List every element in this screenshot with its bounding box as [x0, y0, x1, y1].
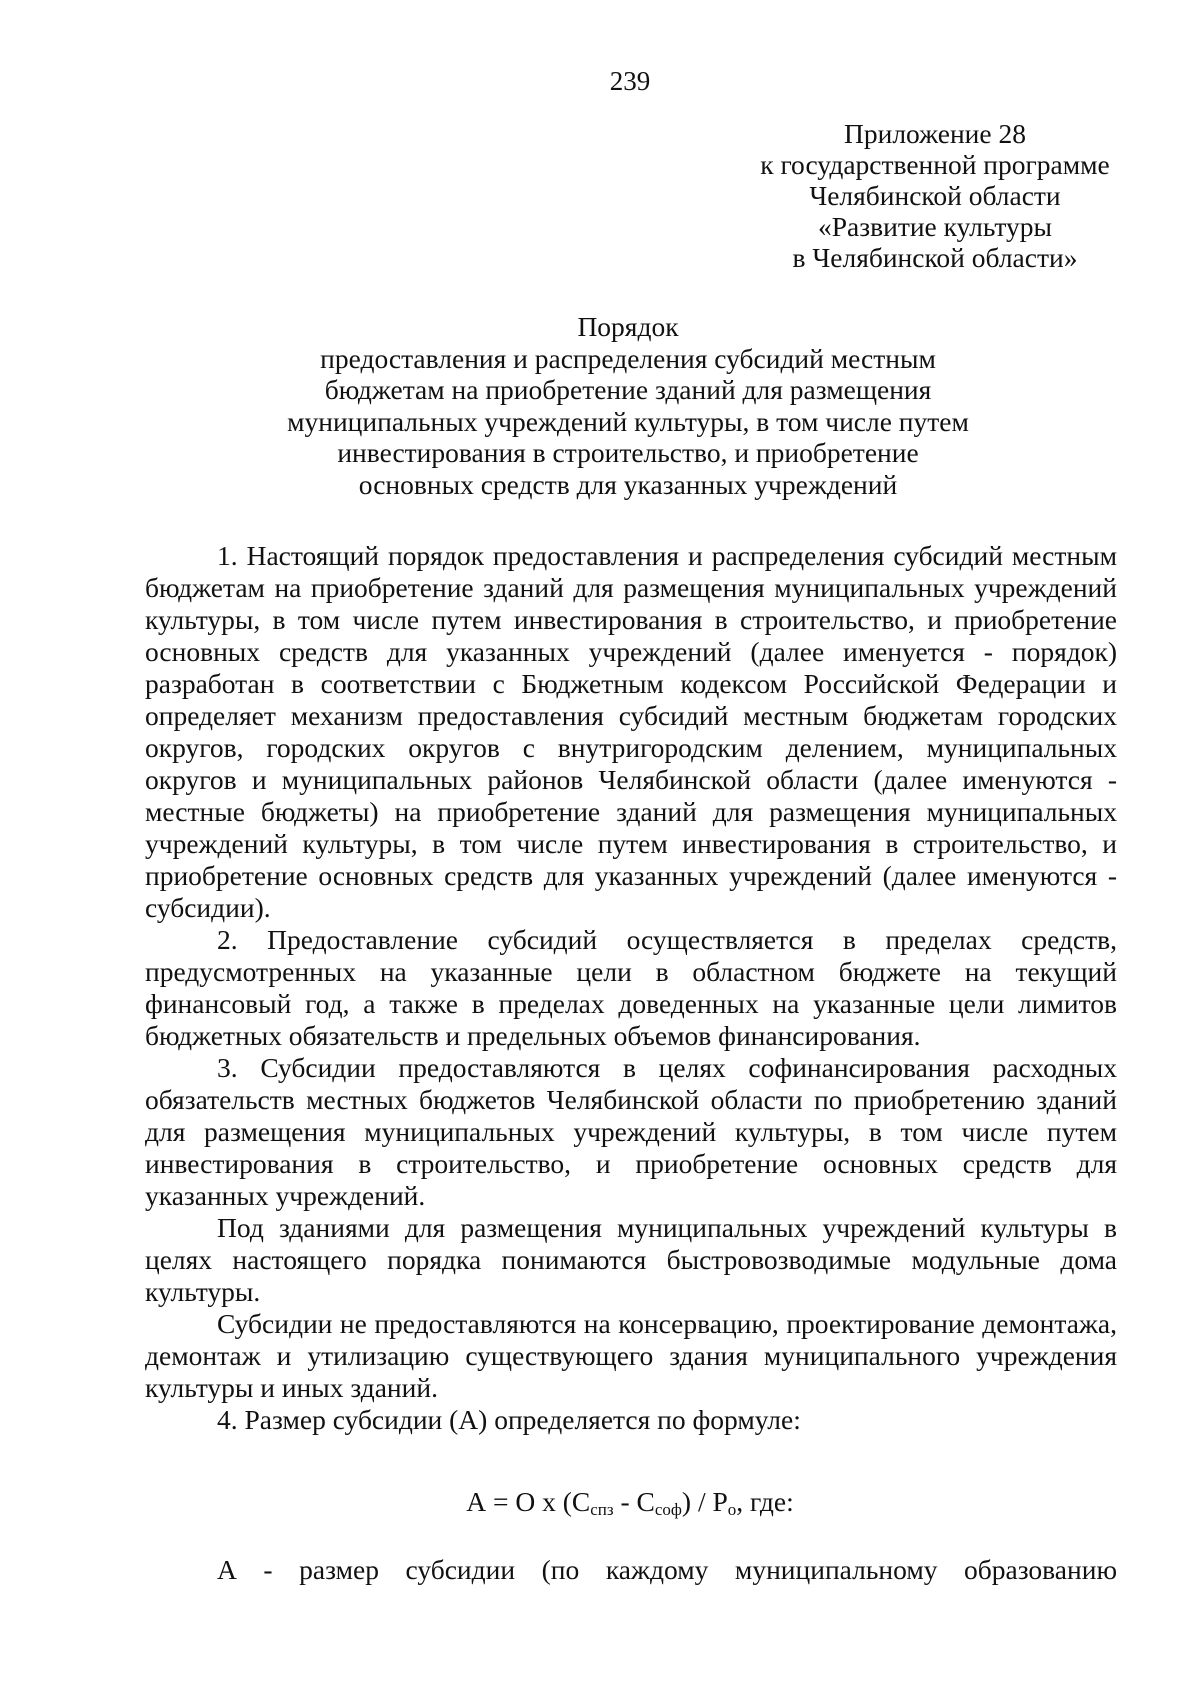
appendix-header	[700, 118, 1170, 273]
formula-part: - С	[613, 1486, 655, 1517]
formula-subscript: спз	[590, 1500, 614, 1519]
document-title	[140, 311, 1116, 500]
paragraph-4: 4. Размер субсидии (А) определяется по формуле:	[217, 1404, 801, 1435]
title-line: муниципальных учреждений культуры, в том числе путем	[287, 405, 969, 437]
title-line: Порядок	[577, 311, 679, 342]
appendix-line: Приложение 28	[844, 118, 1026, 149]
title-line: бюджетам на приобретение зданий для размещения	[324, 374, 932, 405]
formula-part: ) / Р	[681, 1486, 728, 1517]
title-line: инвестирования в строительство, и приобретение	[337, 437, 919, 468]
definition-line: А - размер субсидии (по каждому муниципальному образованию	[217, 1554, 1117, 1585]
paragraph-exclusions: Субсидии не предоставляются на консервацию, проектирование демонтажа, демонтаж и утилизацию существующего здания муниципального учреждения культуры и иных зданий.	[145, 1308, 1117, 1403]
paragraph-1: 1. Настоящий порядок предоставления и распределения субсидий местным бюджетам на приобретение зданий для размещения муниципальных учреждений культуры, в том числе путем инвестирования в строительство, и приобретение основных средств для указанных учреждений (далее именуется - порядок) разработан в соответствии с Бюджетным кодексом Российской Федерации и определяет механизм предоставления субсидий местным бюджетам городских округов, городских округов с внутригородским делением, муниципальных округов и муниципальных районов Челябинской области (далее именуются - местные бюджеты) на приобретение зданий для размещения муниципальных учреждений культуры, в том числе путем инвестирования в строительство, и приобретение основных средств для указанных учреждений (далее именуются - субсидии).	[145, 540, 1117, 923]
page-number: 239	[609, 66, 651, 96]
formula-part: А = О х (С	[466, 1486, 591, 1517]
appendix-line: Челябинской области	[809, 180, 1061, 211]
title-line: основных средств для указанных учреждений	[358, 468, 898, 500]
paragraph-3: 3. Субсидии предоставляются в целях софинансирования расходных обязательств местных бюджетов Челябинской области по приобретению зданий для размещения муниципальных учреждений культуры, в том числе путем инвестирования в строительство, и приобретение основных средств для указанных учреждений.	[145, 1052, 1117, 1211]
formula-part: , где:	[736, 1486, 794, 1517]
document-body	[145, 540, 1117, 1436]
formula-subscript: о	[727, 1500, 737, 1519]
formula-subscript: соф	[654, 1500, 682, 1519]
appendix-line: к государственной программе	[760, 149, 1110, 180]
appendix-line: в Челябинской области»	[792, 242, 1078, 273]
paragraph-buildings: Под зданиями для размещения муниципальных учреждений культуры в целях настоящего порядка понимаются быстровозводимые модульные дома культуры.	[145, 1212, 1117, 1307]
formula	[0, 1486, 1200, 1526]
paragraph-2: 2. Предоставление субсидий осуществляется в пределах средств, предусмотренных на указанные цели в областном бюджете на текущий финансовый год, а также в пределах доведенных на указанные цели лимитов бюджетных обязательств и предельных объемов финансирования.	[145, 924, 1117, 1051]
title-line: предоставления и распределения субсидий местным	[320, 342, 936, 374]
appendix-line: «Развитие культуры	[818, 211, 1052, 242]
